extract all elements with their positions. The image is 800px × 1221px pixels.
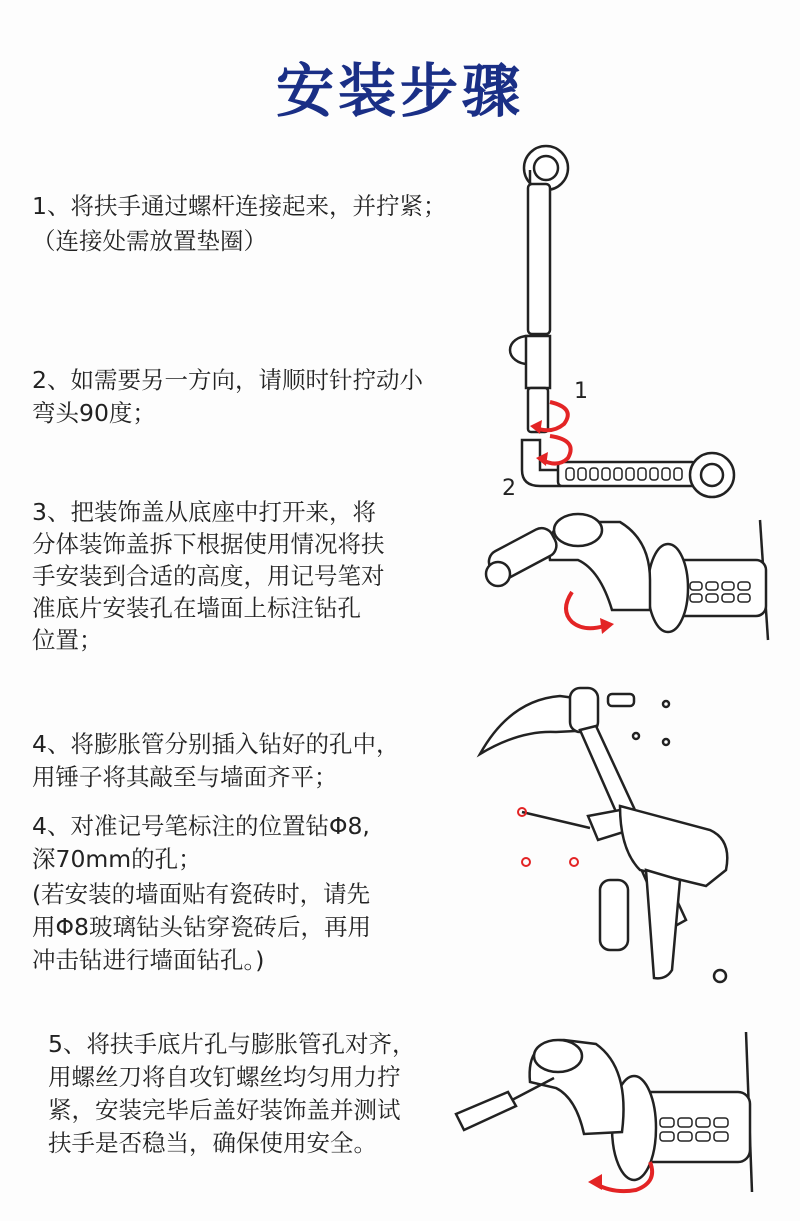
step-4b-text xyxy=(32,810,370,876)
step-1-line: 1、将扶手通过螺杆连接起来，并拧紧； xyxy=(32,192,447,220)
step-3-line: 手安装到合适的高度，用记号笔对 xyxy=(32,562,385,590)
step-4b-line: 4、对准记号笔标注的位置钻Φ8, xyxy=(32,812,370,840)
step-4b-line: 深70mm的孔； xyxy=(32,845,202,873)
step-5-line: 用螺丝刀将自攻钉螺丝均匀用力拧 xyxy=(48,1063,401,1091)
step-2-line: 2、如需要另一方向，请顺时针拧动小 xyxy=(32,366,423,394)
cover-removal-illustration xyxy=(480,500,780,650)
step-3-line: 准底片安装孔在墙面上标注钻孔 xyxy=(32,594,361,622)
screwdriver-fastening-illustration xyxy=(446,1022,776,1202)
step-3-text xyxy=(32,496,385,656)
step-5-line: 5、将扶手底片孔与膨胀管孔对齐， xyxy=(48,1030,416,1058)
step-1-line: （连接处需放置垫圈） xyxy=(32,227,267,255)
page-title: 安装步骤 xyxy=(275,57,524,125)
step-4c-line: 用Φ8玻璃钻头钻穿瓷砖后，再用 xyxy=(32,913,371,941)
step-2-text xyxy=(32,364,423,430)
step-4c-line: 冲击钻进行墙面钻孔。) xyxy=(32,946,265,974)
step-5-line: 扶手是否稳当，确保使用安全。 xyxy=(48,1129,377,1157)
step-4a-line: 4、将膨胀管分别插入钻好的孔中， xyxy=(32,730,400,758)
step-4c-line: (若安装的墙面贴有瓷砖时，请先 xyxy=(32,880,371,908)
step-5-text xyxy=(48,1028,415,1160)
step-5-line: 紧，安装完毕后盖好装饰盖并测试 xyxy=(48,1096,401,1124)
step-4a-line: 用锤子将其敲至与墙面齐平； xyxy=(32,763,338,791)
step-2-line: 弯头90度； xyxy=(32,399,156,427)
rotate-label-1: 1 xyxy=(574,379,588,404)
step-3-line: 3、把装饰盖从底座中打开来，将 xyxy=(32,498,376,526)
grab-bar-assembly-illustration xyxy=(490,140,750,510)
step-4c-text xyxy=(32,878,371,977)
hammer-anchor-drill-illustration xyxy=(470,680,780,1000)
step-3-line: 位置； xyxy=(32,626,103,654)
rotate-label-2: 2 xyxy=(502,476,516,501)
step-4a-text xyxy=(32,728,399,794)
step-3-line: 分体装饰盖拆下根据使用情况将扶 xyxy=(32,530,385,558)
step-1-text xyxy=(32,190,446,258)
